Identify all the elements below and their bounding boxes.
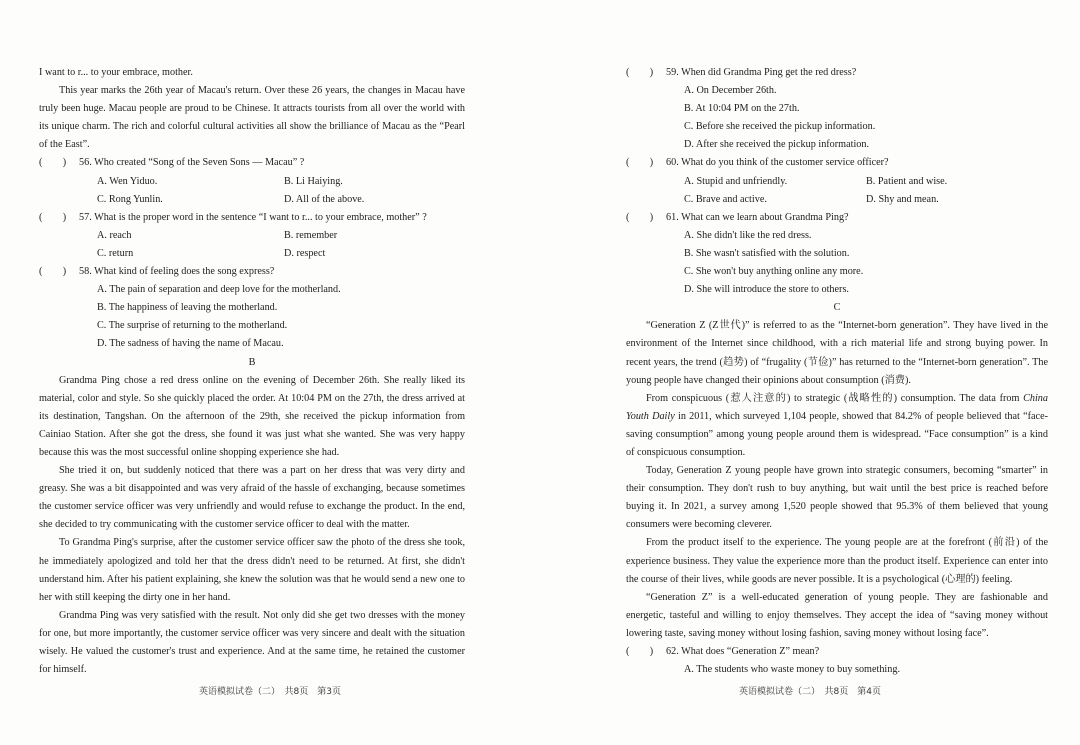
passage-b-paragraph-1: Grandma Ping chose a red dress online on the evening of December 26th. She really liked its material, color and style. So she quickly placed the order. At 10:04 PM on the 27th, the dress arrived at its destination, Tangshan. On the afternoon of the 29th, she received the pickup information from Cainiao Station. After she got the dress, she found it was just what she wanted. She was very happy because this was the most successful online shopping experience she had. bbox=[39, 374, 465, 458]
option-a: A. Wen Yiduo. bbox=[97, 175, 158, 187]
passage-b-paragraph-2: She tried it on, but suddenly noticed that there was a part on her dress that was very dirty and greasy. She was a bit disappointed and was very afraid of the hassle of exchanging, because sometimes the customer service officer was very unfriendly and would refuse to exchange the product. In the end, she decided to try communicating with the customer service officer to deal with the matter. bbox=[39, 465, 465, 531]
question-stem: 57. What is the proper word in the sentence “I want to r... to your embrace, mother” ? bbox=[79, 211, 427, 223]
question-stem: 56. Who created “Song of the Seven Sons — Macau” ? bbox=[79, 157, 305, 169]
option-c: C. return bbox=[97, 247, 134, 259]
passage-c-paragraph-4: From the product itself to the experience. The young people are at the forefront (前沿) of the experience business. They value the experience more than the product itself. Experience can enter into the course of their lives, while goods are never possible. It is a psychological (心理的) feeling. bbox=[626, 537, 1048, 585]
macau-intro-paragraph: This year marks the 26th year of Macau's return. Over these 26 years, the changes in Macau have truly been huge. Macau people are proud to be Chinese. It attracts tourists from all over the world with its unique charm. The rich and colorful cultural activities all show the brilliance of Macau as the “Pearl of the East”. bbox=[39, 85, 465, 151]
question-stem: 58. What kind of feeling does the song express? bbox=[79, 266, 275, 278]
option-b: B. Patient and wise. bbox=[866, 175, 948, 187]
option-a: A. The students who waste money to buy something. bbox=[684, 664, 900, 676]
option-d: D. respect bbox=[284, 247, 326, 259]
option-d: D. The sadness of having the name of Macau. bbox=[97, 338, 284, 350]
option-c: C. The surprise of returning to the motherland. bbox=[97, 320, 288, 332]
option-a: A. Stupid and unfriendly. bbox=[684, 175, 788, 187]
question-57 bbox=[39, 209, 465, 263]
answer-blank[interactable]: ( ) bbox=[39, 157, 67, 169]
option-c: C. Rong Yunlin. bbox=[97, 193, 163, 205]
answer-blank[interactable]: ( ) bbox=[626, 211, 654, 223]
answer-blank[interactable]: ( ) bbox=[626, 67, 654, 78]
option-c: C. Before she received the pickup information. bbox=[684, 121, 876, 133]
passage-b-paragraph-3: To Grandma Ping's surprise, after the customer service officer saw the photo of the dress she took, he immediately apologized and told her that the dress didn't need to be returned. At first, she didn't understand him. After his patient explaining, she knew the solution was that he would send a new one to her with still keeping the dirty one in her hand. bbox=[39, 537, 465, 603]
answer-blank[interactable]: ( ) bbox=[626, 157, 654, 169]
option-b: B. At 10:04 PM on the 27th. bbox=[684, 103, 800, 115]
question-62 bbox=[626, 643, 1048, 679]
option-d: D. She will introduce the store to others. bbox=[684, 284, 849, 296]
option-a: A. The pain of separation and deep love for the motherland. bbox=[97, 284, 341, 296]
option-d: D. All of the above. bbox=[284, 193, 365, 205]
section-b-heading: B bbox=[248, 356, 256, 368]
option-d: D. After she received the pickup information. bbox=[684, 139, 870, 151]
option-b: B. Li Haiying. bbox=[284, 175, 343, 187]
passage-c-paragraph-5: “Generation Z” is a well-educated generation of young people. They are fashionable and energetic, tasteful and willing to enjoy themselves. They accept the idea of “saving money without lowering taste, saving money without losing fashion, saving money without losing face”. bbox=[626, 591, 1048, 639]
option-b: B. She wasn't satisfied with the solution. bbox=[684, 247, 850, 259]
left-column bbox=[39, 64, 465, 679]
section-c-heading: C bbox=[833, 302, 841, 314]
option-a: A. On December 26th. bbox=[684, 85, 777, 97]
question-56 bbox=[39, 154, 465, 208]
question-stem: 62. What does “Generation Z” mean? bbox=[666, 646, 820, 657]
question-59 bbox=[626, 64, 1048, 154]
passage-c-paragraph-3: Today, Generation Z young people have grown into strategic consumers, becoming “smarter” in their consumption. They don't rush to buy anything, but wait until the best price is reached before buying it. In 2021, a survey among 1,520 people showed that 95.3% of them believed that young consumers were becoming cleverer. bbox=[626, 465, 1048, 531]
option-c: C. Brave and active. bbox=[684, 193, 767, 205]
question-60 bbox=[626, 154, 1048, 208]
answer-blank[interactable]: ( ) bbox=[626, 646, 654, 657]
question-stem: 59. When did Grandma Ping get the red dress? bbox=[666, 67, 857, 78]
question-stem: 61. What can we learn about Grandma Ping? bbox=[666, 211, 849, 223]
answer-blank[interactable]: ( ) bbox=[39, 266, 67, 278]
song-line: I want to r... to your embrace, mother. bbox=[39, 67, 193, 78]
question-stem: 60. What do you think of the customer service officer? bbox=[666, 157, 889, 169]
page-footer: 英语模拟试卷（二） 共8页 第3页 bbox=[199, 687, 341, 697]
question-61 bbox=[626, 209, 1048, 299]
passage-b-paragraph-4: Grandma Ping was very satisfied with the result. Not only did she get two dresses with the money for one, but more importantly, the customer service officer was very sincere and dealt with the situation wisely. He valued the customer's trust and experience. And at the same time, he retained the customer for himself. bbox=[39, 609, 465, 676]
option-b: B. remember bbox=[284, 229, 338, 241]
option-b: B. The happiness of leaving the motherland. bbox=[97, 302, 278, 314]
option-c: C. She won't buy anything online any more. bbox=[684, 266, 864, 278]
option-a: A. She didn't like the red dress. bbox=[684, 229, 812, 241]
newspaper-title: China Youth Daily bbox=[626, 392, 1048, 422]
passage-c-paragraph-1: “Generation Z (Z世代)” is referred to as the “Internet-born generation”. They have lived in the environment of the Internet since childhood, with a rich material life and strong buying power. In recent years, the trend (趋势) of “frugality (节俭)” has returned to the “Internet-born generation”. The young people have changed their opinions about consumption (消费). bbox=[626, 320, 1048, 386]
question-58 bbox=[39, 263, 465, 353]
page-footer: 英语模拟试卷（二） 共8页 第4页 bbox=[739, 687, 881, 697]
right-page bbox=[540, 0, 1080, 745]
passage-c-paragraph-2: From conspicuous (惹人注意的) to strategic (战略性的) consumption. The data from China Youth Daily in 2011, which surveyed 1,104 people, showed that 84.2% of people believed that “face-saving consumption” among young people around them is widespread. “Face consumption” is a kind of conspicuous consumption. bbox=[626, 392, 1048, 458]
answer-blank[interactable]: ( ) bbox=[39, 211, 67, 223]
right-column bbox=[626, 64, 1048, 679]
option-a: A. reach bbox=[97, 229, 132, 241]
option-d: D. Shy and mean. bbox=[866, 193, 939, 205]
